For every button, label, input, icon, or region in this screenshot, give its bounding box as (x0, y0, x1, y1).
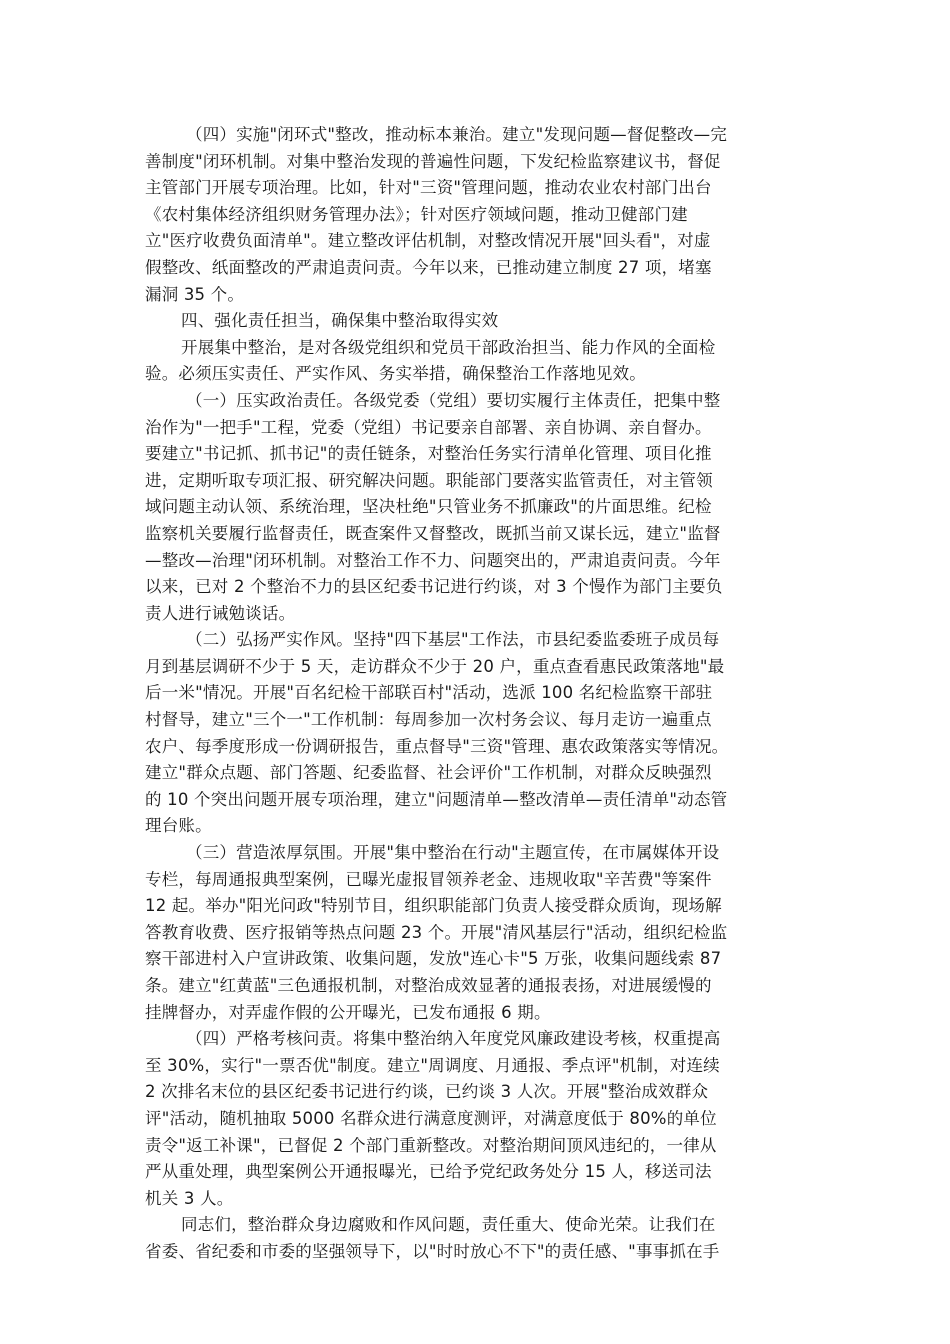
text-line: 立"医疗收费负面清单"。建立整改评估机制，对整改情况开展"回头看"，对虚 (145, 231, 711, 251)
paragraph-closing (145, 1212, 805, 1265)
paragraph-responsibility-1 (145, 388, 805, 627)
text-line: （二）弘扬严实作风。坚持"四下基层"工作法，市县纪委监委班子成员每 (186, 630, 720, 650)
text-line: 以来，已对 2 个整治不力的县区纪委书记进行约谈，对 3 个慢作为部门主要负 (145, 577, 723, 597)
text-line: 严从重处理，典型案例公开通报曝光，已给予党纪政务处分 15 人，移送司法 (145, 1162, 712, 1182)
text-line: 责令"返工补课"，已督促 2 个部门重新整改。对整治期间顶风违纪的，一律从 (145, 1135, 717, 1155)
text-line: 域问题主动认领、系统治理，坚决杜绝"只管业务不抓廉政"的片面思维。纪检 (145, 497, 712, 517)
text-line: 同志们，整治群众身边腐败和作风问题，责任重大、使命光荣。让我们在 (181, 1215, 716, 1235)
text-line: 省委、省纪委和市委的坚强领导下，以"时时放心不下"的责任感、"事事抓在手 (145, 1241, 720, 1261)
text-line: 专栏，每周通报典型案例，已曝光虚报冒领养老金、违规收取"辛苦费"等案件 (145, 869, 712, 889)
text-line: 善制度"闭环机制。对集中整治发现的普遍性问题，下发纪检监察建议书，督促 (145, 151, 721, 171)
text-line: 至 30%，实行"一票否优"制度。建立"周调度、月通报、季点评"机制，对连续 (145, 1055, 720, 1075)
text-line: 责人进行诫勉谈话。 (145, 603, 296, 623)
text-line: 月到基层调研不少于 5 天，走访群众不少于 20 户，重点查看惠民政策落地"最 (145, 656, 725, 676)
text-line: 农户、每季度形成一份调研报告，重点督导"三资"管理、惠农政策落实等情况。 (145, 736, 729, 756)
text-line: 理台账。 (145, 816, 212, 836)
paragraph-rectification-4 (145, 122, 805, 308)
text-line: （四）严格考核问责。将集中整治纳入年度党风廉政建设考核，权重提高 (186, 1029, 721, 1049)
text-line: 后一米"情况。开展"百名纪检干部联百村"活动，选派 100 名纪检监察干部驻 (145, 683, 713, 703)
text-line: 假整改、纸面整改的严肃追责问责。今年以来，已推动建立制度 27 项，堵塞 (145, 257, 712, 277)
text-line: 《农村集体经济组织财务管理办法》；针对医疗领域问题，推动卫健部门建 (145, 204, 688, 224)
text-line: 条。建立"红黄蓝"三色通报机制，对整治成效显著的通报表扬，对进展缓慢的 (145, 976, 712, 995)
text-line: 机关 3 人。 (145, 1188, 234, 1208)
text-line: 建立"群众点题、部门答题、纪委监督、社会评价"工作机制，对群众反映强烈 (145, 763, 712, 783)
heading-text: 四、强化责任担当，确保集中整治取得实效 (181, 311, 499, 331)
text-line: 挂牌督办，对弄虚作假的公开曝光，已发布通报 6 期。 (145, 1002, 551, 1022)
text-line: 评"活动，随机抽取 5000 名群众进行满意度测评，对满意度低于 80%的单位 (145, 1108, 717, 1128)
text-line: 答教育收费、医疗报销等热点问题 23 个。开展"清风基层行"活动，组织纪检监 (145, 922, 728, 942)
text-line: 进，定期听取专项汇报、研究解决问题。职能部门要落实监管责任，对主管领 (145, 470, 713, 490)
paragraph-intro (145, 335, 805, 388)
section-heading (145, 308, 805, 335)
paragraph-style-2 (145, 627, 805, 840)
text-line: 的 10 个突出问题开展专项治理，建立"问题清单—整改清单—责任清单"动态管 (145, 789, 728, 809)
text-line: 漏洞 35 个。 (145, 284, 245, 304)
text-line: 村督导，建立"三个一"工作机制：每周参加一次村务会议、每月走访一遍重点 (145, 710, 712, 730)
text-line: （三）营造浓厚氛围。开展"集中整治在行动"主题宣传，在市属媒体开设 (186, 843, 720, 863)
paragraph-atmosphere-3 (145, 840, 805, 1026)
text-line: 监察机关要履行监督责任，既查案件又督整改，既抓当前又谋长远，建立"监督 (145, 523, 721, 543)
text-line: 2 次排名末位的县区纪委书记进行约谈，已约谈 3 人次。开展"整治成效群众 (145, 1082, 709, 1102)
text-line: 12 起。举办"阳光问政"特别节目，组织职能部门负责人接受群众质询，现场解 (145, 896, 722, 916)
text-line: —整改—治理"闭环机制。对整治工作不力、问题突出的，严肃追责问责。今年 (145, 550, 721, 570)
text-line: （四）实施"闭环式"整改，推动标本兼治。建立"发现问题—督促整改—完 (186, 125, 728, 144)
document-page (145, 122, 805, 1266)
text-line: （一）压实政治责任。各级党委（党组）要切实履行主体责任，把集中整 (186, 390, 721, 410)
text-line: 开展集中整治，是对各级党组织和党员干部政治担当、能力作风的全面检 (181, 337, 716, 357)
text-line: 察干部进村入户宣讲政策、收集问题，发放"连心卡"5 万张，收集问题线索 87 (145, 949, 722, 969)
text-line: 验。必须压实责任、严实作风、务实举措，确保整治工作落地见效。 (145, 364, 646, 384)
text-line: 要建立"书记抓、抓书记"的责任链条，对整治任务实行清单化管理、项目化推 (145, 444, 712, 464)
paragraph-assessment-4 (145, 1026, 805, 1212)
text-line: 治作为"一把手"工程，党委（党组）书记要亲自部署、亲自协调、亲自督办。 (145, 417, 712, 437)
text-line: 主管部门开展专项治理。比如，针对"三资"管理问题，推动农业农村部门出台 (145, 178, 712, 198)
